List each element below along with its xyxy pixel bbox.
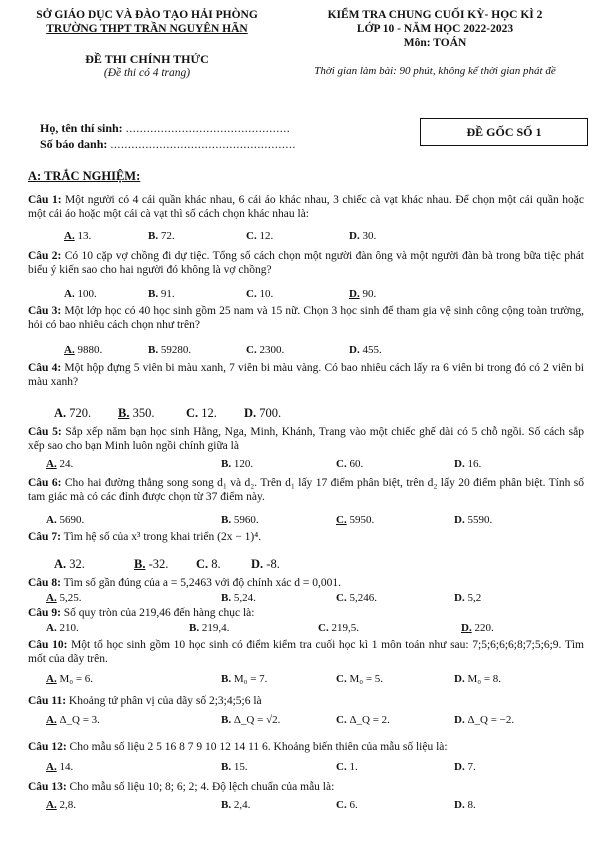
option-value: 6. [346,799,358,811]
option-key: D. [349,230,360,242]
question-text: Cho hai đường thẳng song song d₁ và d₂. Trên d₁ lấy 17 điểm phân biệt, trên d₂ lấy 20 điểm phân biệt. Tính số tam giác mà có các đỉnh được chọn từ 37 điểm này. [28,477,584,503]
option-key: B. [118,406,130,420]
option-key: D. [349,288,360,300]
header-right [280,8,590,78]
option-key: A. [46,673,57,685]
option-key: D. [251,557,264,571]
question-label: Câu 2: [28,250,62,262]
option-key: A. [46,458,57,470]
option-key: D. [454,714,465,726]
option-value: 219,4. [199,622,230,634]
option-key: C. [196,557,209,571]
answer-option [134,557,168,572]
option-value: 15. [231,761,248,773]
question-label: Câu 7: [28,531,61,543]
answer-option [189,622,229,634]
option-value: 30. [359,230,377,242]
answer-option [454,592,481,604]
answer-option [246,230,273,242]
answer-option [46,714,100,726]
option-key: B. [148,288,159,300]
answer-option [46,799,76,811]
question-text: Một lớp học có 40 học sinh gồm 25 nam và 15 nữ. Chọn 3 học sinh để tham gia vệ sinh công cộng toàn trường, hỏi có bao nhiêu cách chọn như trên? [28,305,584,331]
option-value: Δ_Q = −2. [464,714,515,726]
option-key: B. [221,592,232,604]
answer-option [246,288,273,300]
option-value: 8. [464,799,476,811]
answer-option [148,230,175,242]
option-key: C. [186,406,199,420]
option-key: C. [336,673,347,685]
option-key: D. [454,458,465,470]
option-value: 72. [158,230,175,242]
option-value: 10. [256,288,274,300]
answer-option [186,406,217,421]
header-left [12,8,282,80]
question-label: Câu 8: [28,577,61,589]
answer-option [454,673,501,685]
question-label: Câu 6: [28,477,62,489]
question-label: Câu 3: [28,305,62,317]
option-key: A. [46,514,57,526]
answer-option [64,288,97,300]
id-field: ..................................................... [110,137,296,151]
option-value: 2,4. [231,799,251,811]
question [28,304,584,332]
answer-option [336,458,363,470]
option-key: B. [221,761,232,773]
answer-option [454,514,492,526]
option-key: C. [246,344,257,356]
option-value: 220. [471,622,494,634]
option-value: 16. [464,458,482,470]
answer-option [336,514,374,526]
question [28,694,584,708]
answer-option [221,761,248,773]
exam-code-box: ĐỀ GỐC SỐ 1 [420,118,588,146]
option-value: 59280. [158,344,192,356]
option-value: Δ_Q = √2. [231,714,281,726]
option-value: M₀ = 8. [464,673,502,685]
answer-option [46,622,79,634]
option-value: 2300. [256,344,285,356]
option-key: A. [54,406,67,420]
department-name: SỞ GIÁO DỤC VÀ ĐÀO TẠO HẢI PHÒNG [36,9,258,21]
option-key: B. [221,514,232,526]
answer-option [336,673,383,685]
answer-option [461,622,494,634]
option-value: 219,5. [328,622,359,634]
option-key: B. [148,344,159,356]
answer-option [221,514,259,526]
option-value: 5,24. [231,592,256,604]
option-value: 8. [208,557,221,571]
option-key: B. [148,230,159,242]
question-text: Một hộp đựng 5 viên bi màu xanh, 7 viên bi màu vàng. Có bao nhiêu cách lấy ra 6 viên bi trong đó có 2 viên bi màu xanh? [28,362,585,388]
grade-year: LỚP 10 - NĂM HỌC 2022-2023 [356,23,514,35]
option-key: A. [46,761,57,773]
question [28,740,584,754]
answer-option [251,557,280,572]
option-value: 5690. [56,514,85,526]
answer-option [221,714,280,726]
question [28,576,584,590]
option-key: A. [46,799,57,811]
answer-option [336,714,390,726]
option-value: 2,8. [56,799,76,811]
option-key: C. [336,799,347,811]
option-value: 100. [74,288,97,300]
question [28,361,584,389]
option-key: D. [454,799,465,811]
option-key: C. [336,761,347,773]
question [28,249,584,277]
option-key: D. [454,592,465,604]
option-key: B. [189,622,200,634]
answer-option [336,592,377,604]
option-value: 5,246. [346,592,377,604]
option-key: D. [349,344,360,356]
option-value: M₀ = 6. [56,673,94,685]
option-value: 60. [346,458,364,470]
option-value: Δ_Q = 2. [346,714,390,726]
question [28,780,584,794]
option-key: D. [461,622,472,634]
option-value: Δ_Q = 3. [56,714,100,726]
answer-option [454,799,476,811]
answer-option [64,230,91,242]
option-key: B. [134,557,146,571]
answer-option [64,344,102,356]
answer-option [54,406,91,421]
question [28,476,584,504]
subject: Môn: TOÁN [403,37,467,49]
page-count: (Đề thi có 4 trang) [103,67,191,79]
option-value: 700. [256,406,282,420]
option-value: 12. [256,230,274,242]
option-value: 32. [66,557,85,571]
option-value: M₀ = 5. [346,673,384,685]
option-key: A. [64,344,75,356]
answer-option [349,344,382,356]
option-value: 1. [346,761,358,773]
question-text: Cho mẫu số liệu 10; 8; 6; 2; 4. Độ lệch chuẩn của mẫu là: [66,781,335,793]
question-label: Câu 5: [28,426,62,438]
answer-option [454,714,514,726]
question-text: Khoảng tứ phân vị của dãy số 2;3;4;5;6 là [66,695,262,707]
question-label: Câu 9: [28,607,61,619]
time-note: Thời gian làm bài: 90 phút, không kể thời gian phát đề [314,65,556,77]
option-value: 720. [66,406,92,420]
option-key: A. [54,557,67,571]
answer-option [246,344,284,356]
option-key: D. [454,514,465,526]
question [28,638,584,666]
exam-title: KIỂM TRA CHUNG CUỐI KỲ- HỌC KÌ 2 [327,9,543,21]
student-info [40,120,296,152]
option-key: C. [246,288,257,300]
option-value: 120. [231,458,254,470]
option-value: 210. [56,622,79,634]
answer-option [46,458,73,470]
option-value: 13. [74,230,92,242]
option-value: 5960. [231,514,259,526]
option-value: -8. [263,557,280,571]
answer-option [196,557,221,572]
option-key: C. [336,514,347,526]
option-value: 5950. [346,514,375,526]
option-value: M₀ = 7. [231,673,268,685]
question [28,606,584,620]
exam-kind: ĐỀ THI CHÍNH THỨC [85,52,209,66]
option-key: A. [46,592,57,604]
option-value: -32. [145,557,169,571]
option-value: 5,2 [464,592,482,604]
question-text: Một người có 4 cái quần khác nhau, 6 cái áo khác nhau, 3 chiếc cà vạt khác nhau. Để chọn một cái quần hoặc một cái áo hoặc một cái cà vạt thì số cách chọn khác nhau là: [28,194,585,220]
option-key: A. [64,288,75,300]
option-key: D. [244,406,257,420]
question-text: Tìm số gần đúng của a = 5,2463 với độ chính xác d = 0,001. [60,577,342,589]
question-text: Tìm hệ số của x³ trong khai triển (2x − 1)⁴. [60,531,262,543]
answer-option [46,592,81,604]
question-text: Có 10 cặp vợ chồng đi dự tiệc. Tổng số cách chọn một người đàn ông và một người đàn bà trong bữa tiệc phát biểu ý kiến sao cho hai người đó không là vợ chồng? [28,250,584,276]
question-text: Một tổ học sinh gồm 10 học sinh có điểm kiểm tra cuối học kì 1 môn toán như sau: 7;5;6;6;6;8;7;5;6;9. Tìm mốt của dãy trên. [28,639,584,665]
option-key: A. [46,714,57,726]
answer-option [221,592,256,604]
option-key: C. [318,622,329,634]
question-text: Cho mẫu số liệu 2 5 16 8 7 9 10 12 14 11 6. Khoảng biến thiên của mẫu số liệu là: [66,741,448,753]
option-key: A. [46,622,57,634]
option-value: 91. [158,288,175,300]
question-text: Sắp xếp năm bạn học sinh Hằng, Nga, Minh, Khánh, Trang vào một chiếc ghế dài có 5 chỗ ngồi. Số cách sắp xếp sao cho bạn Minh luôn ngồi chính giữa là [28,426,585,452]
question-label: Câu 12: [28,741,67,753]
question [28,530,584,544]
option-value: 455. [359,344,382,356]
option-key: B. [221,673,232,685]
question-label: Câu 4: [28,362,62,374]
name-label: Họ, tên thí sinh: [40,121,123,135]
answer-option [244,406,281,421]
option-value: 5590. [464,514,493,526]
question-text: Số quy tròn của 219,46 đến hàng chục là: [60,607,255,619]
answer-option [118,406,154,421]
question-label: Câu 13: [28,781,67,793]
option-value: 14. [56,761,74,773]
answer-option [46,673,93,685]
option-value: 12. [198,406,217,420]
option-value: 24. [56,458,74,470]
answer-option [221,458,253,470]
answer-option [46,514,84,526]
option-value: 350. [129,406,155,420]
answer-option [454,761,476,773]
answer-option [336,799,358,811]
option-key: B. [221,714,232,726]
option-key: A. [64,230,75,242]
section-title: A: TRẮC NGHIỆM: [28,169,141,183]
answer-option [148,288,175,300]
option-value: 7. [464,761,476,773]
option-key: C. [336,592,347,604]
name-field: ............................................... [125,121,291,135]
answer-option [54,557,85,572]
option-value: 9880. [74,344,103,356]
option-key: B. [221,458,232,470]
answer-option [46,761,73,773]
school-name: TRƯỜNG THPT TRẦN NGUYÊN HÃN [46,23,248,35]
question-label: Câu 10: [28,639,68,651]
answer-option [148,344,191,356]
option-key: C. [246,230,257,242]
answer-option [349,230,376,242]
option-value: 90. [359,288,377,300]
option-key: D. [454,673,465,685]
option-value: 5,25. [56,592,82,604]
answer-option [221,673,267,685]
option-key: D. [454,761,465,773]
question-label: Câu 11: [28,695,67,707]
answer-option [318,622,359,634]
option-key: C. [336,458,347,470]
question [28,425,584,453]
answer-option [336,761,358,773]
answer-option [349,288,376,300]
option-key: B. [221,799,232,811]
answer-option [221,799,250,811]
option-key: C. [336,714,347,726]
answer-option [454,458,481,470]
question [28,193,584,221]
question-label: Câu 1: [28,194,62,206]
id-label: Số báo danh: [40,137,108,151]
